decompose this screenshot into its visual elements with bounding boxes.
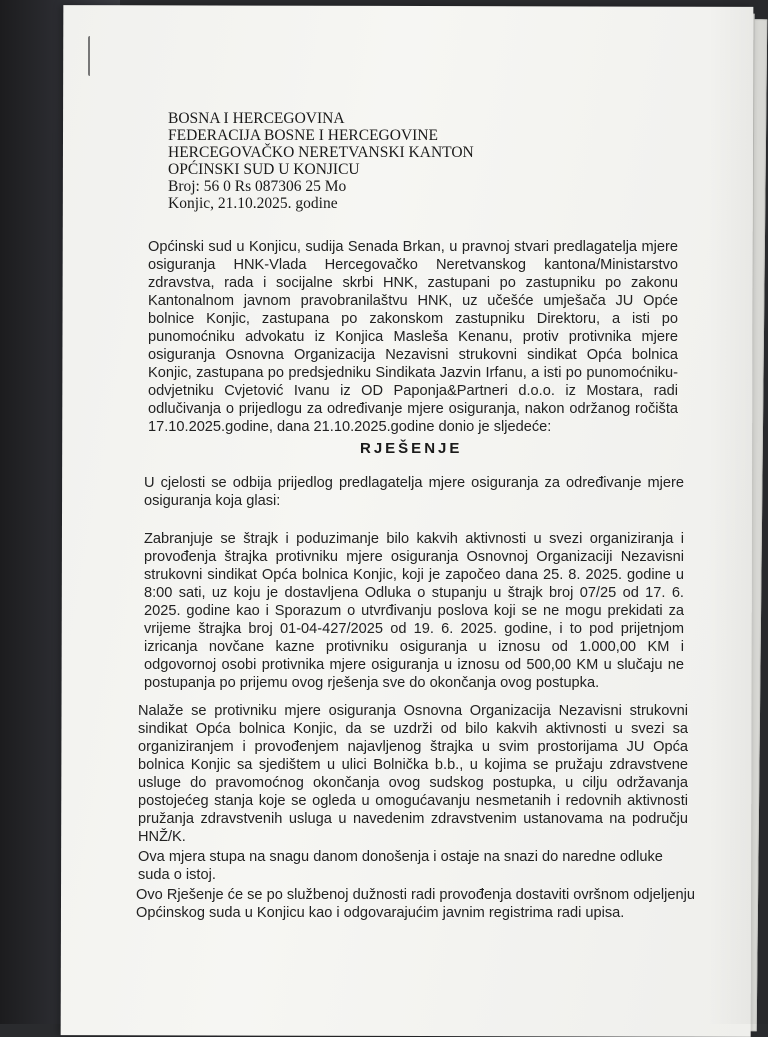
- decision-title: RJEŠENJE: [360, 440, 463, 457]
- rejection-paragraph: U cjelosti se odbija prijedlog predlagatelja mjere osiguranja za određivanje mjere osiguranja koja glasi:: [144, 475, 684, 509]
- header-date: Konjic, 21.10.2025. godine: [168, 195, 338, 212]
- proposal-paragraph: Zabranjuje se štrajk i poduzimanje bilo kakvih aktivnosti u svezi organiziranja i provođenja štrajka protivniku mjere osiguranja Osnovnoj Organizaciji Nezavisni strukovni sindikat Opća bolnica Konjic, koji je započeo dana 25. 8. 2025. godine u 8:00 sati, uz koju je dostavljena Odluka o stupanju u štrajk broj 07/25 od 17. 6. 2025. godine kao i Sporazum o utvrđivanju poslova koji se ne mogu prekidati za vrijeme štrajka broj 01-04-427/2025 od 19. 6. 2025. godine, i to pod prijetnjom izricanja novčane kazne protivniku osiguranja u iznosu od 1.000,00 KM i odgovornoj osobi protivnika mjere osiguranja u iznosu od 500,00 KM u slučaju ne postupanja po prijemu ovog rješenja sve do okončanja ovog postupka.: [144, 531, 684, 691]
- header-case-number: Broj: 56 0 Rs 087306 25 Mo: [168, 178, 347, 195]
- order-paragraph: Nalaže se protivniku mjere osiguranja Osnovna Organizacija Nezavisni strukovni sindikat Opća bolnica Konjic, da se uzdrži od bilo kakvih aktivnosti u svezi sa organiziranjem i provođenjem najavljenog štrajka u svim prostorijama JU Opća bolnica Konjic sa sjedištem u ulici Bolnička b.b., u kojima se pružaju zdravstvene usluge do pravomoćnog okončanja ovog sudskog postupka, u cilju održavanja postojećeg stanja koje se ogleda u omogućavanju nesmetanih i redovnih aktivnosti pružanja zdravstvenih usluga u navedenim zdravstvenim ustanovama na području HNŽ/K.: [138, 703, 688, 845]
- validity-paragraph: Ova mjera stupa na snagu danom donošenja i ostaje na snazi do naredne odluke suda o istoj.: [138, 849, 663, 883]
- header-court: OPĆINSKI SUD U KONJICU: [168, 161, 360, 178]
- header-canton: HERCEGOVAČKO NERETVANSKI KANTON: [168, 144, 474, 161]
- intro-paragraph: Općinski sud u Konjicu, sudija Senada Brkan, u pravnoj stvari predlagatelja mjere osiguranja HNK-Vlada Hercegovačko Neretvanskog kantona/Ministarstvo zdravstva, rada i socijalne skrbi HNK, zastupani po zastupniku po zakonu Kantonalnom javnom pravobranilaštvu HNK, uz učešće umješača JU Opće bolnice Konjic, zastupana po zakonskom zastupniku Direktoru, a isti po punomoćniku advokatu iz Konjica Masleša Kenanu, protiv protivnika mjere osiguranja Osnovna Organizacija Nezavisni strukovni sindikat Opća bolnica Konjic, zastupana po predsjedniku Sindikata Jazvin Irfanu, a isti po punomoćniku-odvjetniku Cvjetović Ivanu iz OD Paponja&Partneri d.o.o. iz Mostara, radi odlučivanja o prijedlogu za određivanje mjere osiguranja, nakon održanog ročišta 17.10.2025.godine, dana 21.10.2025.godine donio je sljedeće:: [148, 239, 678, 435]
- header-federation: FEDERACIJA BOSNE I HERCEGOVINE: [168, 127, 438, 144]
- staple-mark: [88, 36, 93, 76]
- header-country: BOSNA I HERCEGOVINA: [168, 110, 345, 127]
- court-header: [168, 110, 474, 212]
- delivery-paragraph: Ovo Rješenje će se po službenoj dužnosti radi provođenja dostaviti ovršnom odjeljenju Općinskog suda u Konjicu kao i odgovarajućim javnim registrima radi upisa.: [136, 887, 695, 921]
